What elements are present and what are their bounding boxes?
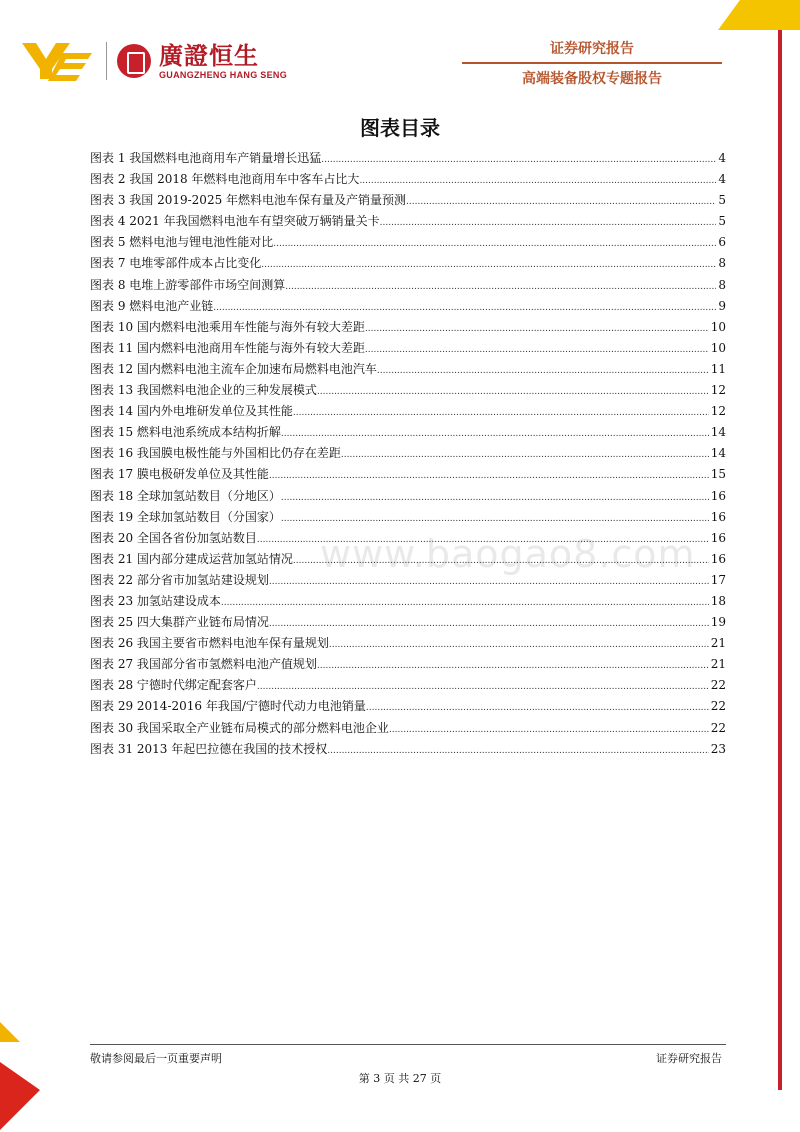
toc-entry-title: 图表 22 部分省市加氢站建设规划 [90,572,269,587]
toc-entry-title: 图表 9 燃料电池产业链 [90,298,214,313]
toc-leader-dots [257,675,709,698]
toc-entry[interactable] [90,549,726,570]
toc-entry[interactable] [90,633,726,654]
toc-leader-dots [269,464,709,487]
footer-disclaimer-note: 敬请参阅最后一页重要声明 [90,1052,222,1065]
toc-entry-page: 18 [710,593,726,608]
toc-entry[interactable] [90,675,726,696]
toc-entry-page: 5 [718,214,726,229]
page-title: 图表目录 [360,116,440,140]
toc-entry-title: 图表 2 我国 2018 年燃料电池商用车中客车占比大 [90,172,360,187]
toc-entry[interactable] [90,696,726,717]
brand-name [159,42,287,80]
toc-leader-dots [257,528,709,551]
toc-leader-dots [317,654,709,677]
toc-leader-dots [281,422,709,445]
toc-entry[interactable] [90,654,726,675]
footer-report-label: 证券研究报告 [656,1052,722,1065]
toc-leader-dots [341,443,709,466]
toc-entry-title: 图表 28 宁德时代绑定配套客户 [90,678,257,693]
toc-entry-title: 图表 7 电堆零部件成本占比变化 [90,256,262,271]
logo-separator [106,42,107,80]
toc-entry-page: 14 [710,446,726,461]
toc-entry-title: 图表 21 国内部分建成运营加氢站情况 [90,551,293,566]
toc-entry-title: 图表 27 我国部分省市氢燃料电池产值规划 [90,657,317,672]
toc-entry-page: 19 [710,615,726,630]
toc-entry-title: 图表 16 我国膜电极性能与外国相比仍存在差距 [90,446,341,461]
toc-entry[interactable] [90,296,726,317]
header-logos [22,38,287,84]
toc-leader-dots [281,507,709,530]
toc-entry-page: 8 [718,256,726,271]
toc-entry[interactable] [90,570,726,591]
toc-entry-title: 图表 25 四大集群产业链布局情况 [90,615,269,630]
toc-entry-title: 图表 5 燃料电池与锂电池性能对比 [90,235,274,250]
report-type-header [462,38,722,88]
toc-entry[interactable] [90,232,726,253]
toc-entry[interactable] [90,317,726,338]
toc-leader-dots [365,338,709,361]
toc-entry-title: 图表 20 全国各省份加氢站数目 [90,530,257,545]
toc-entry-title: 图表 17 膜电极研发单位及其性能 [90,467,269,482]
toc-entry-title: 图表 18 全球加氢站数目（分地区） [90,488,281,503]
toc-leader-dots [213,296,716,319]
toc-entry-title: 图表 8 电堆上游零部件市场空间测算 [90,277,286,292]
toc-entry[interactable] [90,612,726,633]
toc-entry-title: 图表 12 国内燃料电池主流车企加速布局燃料电池汽车 [90,361,377,376]
toc-entry-page: 16 [710,488,726,503]
toc-entry-title: 图表 1 我国燃料电池商用车产销量增长迅猛 [90,151,322,165]
toc-entry[interactable] [90,380,726,401]
toc-entry-page: 15 [710,467,726,482]
toc-entry[interactable] [90,528,726,549]
toc-entry[interactable] [90,507,726,528]
toc-leader-dots [269,570,709,593]
toc-entry-page: 5 [718,193,726,208]
brand-seal-icon [117,44,151,78]
toc-entry-page: 6 [718,235,726,250]
toc-entry-title: 图表 31 2013 年起巴拉德在我国的技术授权 [90,741,328,756]
toc-leader-dots [269,612,709,635]
toc-entry-page: 21 [710,636,726,651]
page-number: 第 3 页 共 27 页 [358,1072,442,1085]
toc-entry[interactable] [90,443,726,464]
toc-entry[interactable] [90,338,726,359]
toc-entry-title: 图表 10 国内燃料电池乘用车性能与海外有较大差距 [90,319,365,334]
toc-entry[interactable] [90,169,726,190]
brand-name-cn: 廣證恒生 [159,42,259,70]
footer-divider [90,1044,726,1045]
toc-entry-page: 22 [710,699,726,714]
toc-entry[interactable] [90,211,726,232]
toc-entry-title: 图表 13 我国燃料电池企业的三种发展模式 [90,383,317,398]
toc-entry-title: 图表 19 全球加氢站数目（分国家） [90,509,281,524]
toc-leader-dots [377,359,709,382]
toc-entry[interactable] [90,739,726,760]
report-category-label: 证券研究报告 [550,41,634,57]
toc-entry-title: 图表 30 我国采取全产业链布局模式的部分燃料电池企业 [90,720,389,735]
chart-table-of-contents [90,148,726,760]
toc-leader-dots [359,169,716,192]
toc-entry-page: 22 [710,678,726,693]
header-divider [462,62,722,64]
toc-entry[interactable] [90,422,726,443]
toc-entry-page: 11 [710,361,726,376]
toc-entry-title: 图表 3 我国 2019-2025 年燃料电池车保有量及产销量预测 [90,193,407,208]
toc-entry-page: 16 [710,509,726,524]
toc-entry[interactable] [90,253,726,274]
toc-leader-dots [285,275,716,298]
toc-entry-page: 14 [710,425,726,440]
toc-entry-title: 图表 29 2014-2016 年我国/宁德时代动力电池销量 [90,699,366,714]
toc-leader-dots [221,591,709,614]
brand-name-en: GUANGZHENG HANG SENG [159,70,288,80]
toc-entry-page: 9 [718,298,726,313]
toc-entry-page: 16 [710,551,726,566]
toc-entry-page: 23 [710,741,726,756]
toc-entry[interactable] [90,148,726,169]
toc-leader-dots [321,148,716,171]
toc-leader-dots [281,486,709,509]
watermark: www.baogao8.com [320,532,696,576]
toc-leader-dots [317,380,709,403]
toc-entry[interactable] [90,464,726,485]
corner-decoration-top-right [718,0,800,30]
toc-entry-page: 4 [718,172,726,187]
toc-leader-dots [406,190,716,213]
toc-entry[interactable] [90,359,726,380]
toc-entry-page: 22 [710,720,726,735]
toc-entry-page: 10 [710,340,726,355]
toc-entry-page: 12 [710,404,726,419]
toc-entry-page: 4 [718,151,726,165]
toc-leader-dots [293,549,709,572]
toc-entry[interactable] [90,486,726,507]
toc-entry[interactable] [90,718,726,739]
toc-entry[interactable] [90,190,726,211]
toc-entry-title: 图表 26 我国主要省市燃料电池车保有量规划 [90,636,329,651]
toc-leader-dots [293,401,709,424]
right-stripe-decoration [778,30,782,1090]
toc-leader-dots [380,211,717,234]
toc-entry-title: 图表 23 加氢站建设成本 [90,593,221,608]
toc-entry-title: 图表 15 燃料电池系统成本结构折解 [90,425,281,440]
toc-entry[interactable] [90,591,726,612]
toc-entry[interactable] [90,401,726,422]
toc-leader-dots [329,633,709,656]
toc-entry-page: 16 [710,530,726,545]
toc-leader-dots [365,317,709,340]
toc-entry-page: 10 [710,319,726,334]
toc-entry-page: 12 [710,383,726,398]
toc-leader-dots [327,739,708,762]
toc-leader-dots [273,232,716,255]
toc-leader-dots [261,253,716,276]
toc-leader-dots [366,696,709,719]
report-subcategory-label: 高端装备股权专题报告 [522,71,662,87]
toc-entry-page: 21 [710,657,726,672]
ye-logo-icon [22,39,92,83]
toc-leader-dots [389,718,709,741]
toc-entry-page: 8 [718,277,726,292]
toc-entry-page: 17 [710,572,726,587]
toc-entry-title: 图表 11 国内燃料电池商用车性能与海外有较大差距 [90,340,365,355]
toc-entry[interactable] [90,275,726,296]
toc-entry-title: 图表 14 国内外电堆研发单位及其性能 [90,404,293,419]
toc-entry-title: 图表 4 2021 年我国燃料电池车有望突破万辆销量关卡 [90,214,380,229]
